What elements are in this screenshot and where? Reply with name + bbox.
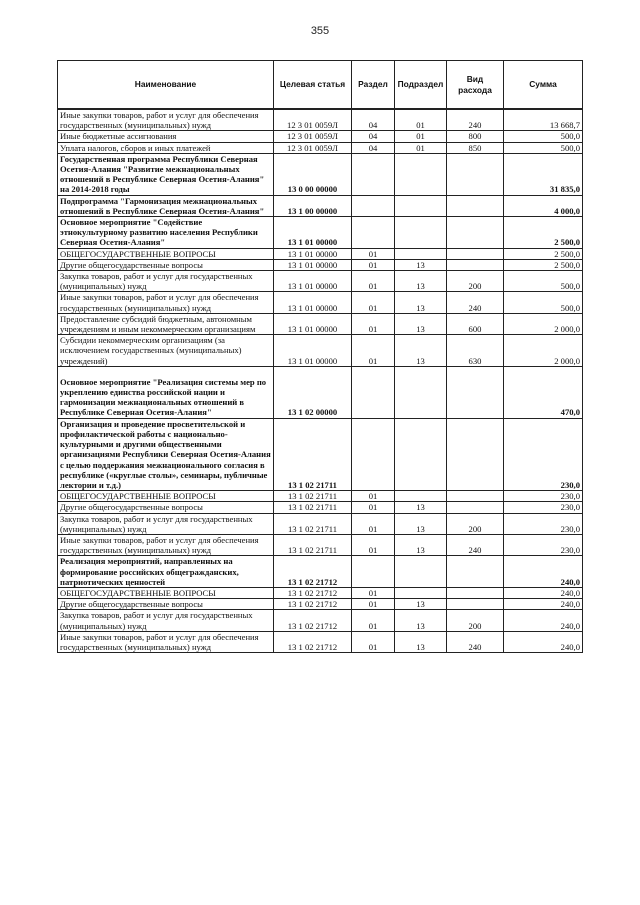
cell-section	[352, 556, 395, 588]
cell-amount: 230,0	[504, 513, 583, 534]
cell-name: Основное мероприятие "Содействие этнокультурному развитию населения Республики Северная Осетия-Алания"	[58, 217, 274, 249]
cell-section: 01	[352, 335, 395, 367]
table-row	[58, 502, 583, 513]
cell-section: 01	[352, 610, 395, 631]
cell-name: Предоставление субсидий бюджетным, автономным учреждениям и иным некоммерческим организациям	[58, 313, 274, 334]
cell-expense-type	[447, 153, 504, 195]
table-row	[58, 587, 583, 598]
cell-section: 04	[352, 142, 395, 153]
cell-name: Закупка товаров, работ и услуг для государственных (муниципальных) нужд	[58, 513, 274, 534]
cell-name: Другие общегосударственные вопросы	[58, 259, 274, 270]
cell-subsection: 13	[395, 534, 447, 555]
cell-name: Иные бюджетные ассигнования	[58, 131, 274, 142]
cell-section: 04	[352, 131, 395, 142]
cell-subsection: 13	[395, 599, 447, 610]
cell-subsection: 13	[395, 335, 447, 367]
cell-subsection: 13	[395, 259, 447, 270]
cell-section: 01	[352, 491, 395, 502]
table-row	[58, 292, 583, 313]
cell-amount: 2 500,0	[504, 217, 583, 249]
table-row	[58, 335, 583, 367]
cell-expense-type: 800	[447, 131, 504, 142]
cell-amount: 2 500,0	[504, 248, 583, 259]
cell-amount: 470,0	[504, 366, 583, 418]
cell-subsection	[395, 587, 447, 598]
header-subsection: Подраздел	[395, 61, 447, 110]
cell-expense-type: 200	[447, 610, 504, 631]
cell-expense-type: 240	[447, 534, 504, 555]
cell-section: 01	[352, 502, 395, 513]
cell-section: 01	[352, 513, 395, 534]
header-amount: Сумма	[504, 61, 583, 110]
cell-subsection	[395, 491, 447, 502]
table-row	[58, 366, 583, 418]
table-row	[58, 491, 583, 502]
cell-article: 13 1 02 21711	[274, 418, 352, 490]
cell-expense-type	[447, 418, 504, 490]
cell-article: 13 1 02 21712	[274, 556, 352, 588]
cell-expense-type: 240	[447, 631, 504, 652]
cell-amount: 2 500,0	[504, 259, 583, 270]
cell-name: Государственная программа Республики Северная Осетия-Алания "Развитие межнациональных отношений в Республике Северная Осетия-Алания" на 2014-2018 годы	[58, 153, 274, 195]
cell-amount: 240,0	[504, 599, 583, 610]
table-row	[58, 599, 583, 610]
cell-article: 13 1 01 00000	[274, 259, 352, 270]
cell-name: Основное мероприятие "Реализация системы мер по укреплению единства российской нации и гармонизации межнациональных отношений в Республике Северная Осетия-Алания"	[58, 366, 274, 418]
cell-subsection: 13	[395, 292, 447, 313]
table-row	[58, 131, 583, 142]
table-row	[58, 610, 583, 631]
cell-amount: 230,0	[504, 534, 583, 555]
cell-amount: 240,0	[504, 587, 583, 598]
cell-expense-type	[447, 491, 504, 502]
cell-amount: 240,0	[504, 556, 583, 588]
cell-article: 13 1 00 00000	[274, 195, 352, 216]
cell-article: 13 1 02 21712	[274, 631, 352, 652]
cell-subsection: 13	[395, 513, 447, 534]
table-row	[58, 217, 583, 249]
table-row	[58, 631, 583, 652]
cell-section	[352, 418, 395, 490]
header-name: Наименование	[58, 61, 274, 110]
cell-amount: 500,0	[504, 271, 583, 292]
header-article: Целевая статья	[274, 61, 352, 110]
cell-amount: 240,0	[504, 631, 583, 652]
table-row	[58, 248, 583, 259]
cell-article: 13 1 01 00000	[274, 217, 352, 249]
cell-article: 13 0 00 00000	[274, 153, 352, 195]
cell-expense-type	[447, 259, 504, 270]
cell-expense-type	[447, 587, 504, 598]
cell-name: Закупка товаров, работ и услуг для государственных (муниципальных) нужд	[58, 610, 274, 631]
cell-subsection	[395, 248, 447, 259]
cell-subsection: 13	[395, 313, 447, 334]
cell-subsection: 01	[395, 131, 447, 142]
cell-section: 01	[352, 313, 395, 334]
cell-subsection: 13	[395, 502, 447, 513]
cell-subsection	[395, 153, 447, 195]
cell-amount: 2 000,0	[504, 335, 583, 367]
cell-expense-type: 200	[447, 271, 504, 292]
cell-article: 13 1 02 21712	[274, 599, 352, 610]
cell-amount: 230,0	[504, 491, 583, 502]
cell-amount: 500,0	[504, 142, 583, 153]
cell-article: 13 1 01 00000	[274, 335, 352, 367]
cell-expense-type	[447, 556, 504, 588]
table-row	[58, 513, 583, 534]
cell-name: ОБЩЕГОСУДАРСТВЕННЫЕ ВОПРОСЫ	[58, 491, 274, 502]
cell-amount: 2 000,0	[504, 313, 583, 334]
cell-subsection: 13	[395, 610, 447, 631]
cell-section: 01	[352, 248, 395, 259]
cell-name: ОБЩЕГОСУДАРСТВЕННЫЕ ВОПРОСЫ	[58, 587, 274, 598]
cell-name: Подпрограмма "Гармонизация межнациональных отношений в Республике Северная Осетия-Алания"	[58, 195, 274, 216]
cell-article: 13 1 01 00000	[274, 271, 352, 292]
cell-name: Иные закупки товаров, работ и услуг для обеспечения государственных (муниципальных) нужд	[58, 631, 274, 652]
cell-expense-type	[447, 195, 504, 216]
cell-subsection: 01	[395, 109, 447, 131]
cell-article: 13 1 02 21712	[274, 610, 352, 631]
cell-name: Субсидии некоммерческим организациям (за исключением государственных (муниципальных) учреждений)	[58, 335, 274, 367]
cell-subsection	[395, 217, 447, 249]
cell-expense-type	[447, 217, 504, 249]
table-row	[58, 195, 583, 216]
cell-name: Иные закупки товаров, работ и услуг для обеспечения государственных (муниципальных) нужд	[58, 292, 274, 313]
cell-article: 12 3 01 0059Л	[274, 109, 352, 131]
cell-article: 13 1 02 21711	[274, 513, 352, 534]
cell-article: 13 1 02 21712	[274, 587, 352, 598]
cell-name: Закупка товаров, работ и услуг для государственных (муниципальных) нужд	[58, 271, 274, 292]
cell-section: 01	[352, 292, 395, 313]
header-section: Раздел	[352, 61, 395, 110]
cell-section	[352, 195, 395, 216]
cell-article: 13 1 01 00000	[274, 292, 352, 313]
table-row	[58, 418, 583, 490]
cell-amount: 500,0	[504, 292, 583, 313]
table-row	[58, 534, 583, 555]
cell-article: 13 1 02 21711	[274, 534, 352, 555]
cell-expense-type	[447, 248, 504, 259]
cell-article: 12 3 01 0059Л	[274, 142, 352, 153]
cell-name: Другие общегосударственные вопросы	[58, 502, 274, 513]
table-row	[58, 109, 583, 131]
cell-expense-type	[447, 502, 504, 513]
cell-article: 12 3 01 0059Л	[274, 131, 352, 142]
cell-section: 01	[352, 599, 395, 610]
page-number: 355	[310, 25, 330, 37]
cell-article: 13 1 01 00000	[274, 248, 352, 259]
cell-expense-type: 600	[447, 313, 504, 334]
cell-section: 01	[352, 534, 395, 555]
cell-amount: 240,0	[504, 610, 583, 631]
cell-section: 04	[352, 109, 395, 131]
table-row	[58, 153, 583, 195]
cell-subsection	[395, 366, 447, 418]
cell-name: Реализация мероприятий, направленных на формирование российских общегражданских, патриотических ценностей	[58, 556, 274, 588]
budget-table	[57, 60, 583, 653]
cell-article: 13 1 02 21711	[274, 502, 352, 513]
cell-subsection	[395, 418, 447, 490]
cell-expense-type: 850	[447, 142, 504, 153]
table-header-row	[58, 61, 583, 110]
cell-expense-type: 240	[447, 292, 504, 313]
table-row	[58, 259, 583, 270]
cell-section: 01	[352, 271, 395, 292]
cell-section	[352, 366, 395, 418]
cell-article: 13 1 02 00000	[274, 366, 352, 418]
cell-name: ОБЩЕГОСУДАРСТВЕННЫЕ ВОПРОСЫ	[58, 248, 274, 259]
cell-section	[352, 153, 395, 195]
cell-subsection: 01	[395, 142, 447, 153]
cell-expense-type: 240	[447, 109, 504, 131]
cell-subsection	[395, 195, 447, 216]
table-row	[58, 313, 583, 334]
cell-amount: 230,0	[504, 418, 583, 490]
cell-name: Иные закупки товаров, работ и услуг для обеспечения государственных (муниципальных) нужд	[58, 109, 274, 131]
cell-amount: 230,0	[504, 502, 583, 513]
cell-expense-type: 200	[447, 513, 504, 534]
cell-section: 01	[352, 259, 395, 270]
cell-name: Организация и проведение просветительской и профилактической работы с национально-культурными и другими общественными организациями Республики Северная Осетия-Алания с целью поддержания межнационального согласия в республике («круглые столы», семинары, публичные лектории и т.д.)	[58, 418, 274, 490]
cell-expense-type: 630	[447, 335, 504, 367]
cell-section	[352, 217, 395, 249]
cell-subsection	[395, 556, 447, 588]
cell-subsection: 13	[395, 631, 447, 652]
cell-name: Уплата налогов, сборов и иных платежей	[58, 142, 274, 153]
cell-subsection: 13	[395, 271, 447, 292]
cell-article: 13 1 02 21711	[274, 491, 352, 502]
cell-amount: 13 668,7	[504, 109, 583, 131]
cell-amount: 500,0	[504, 131, 583, 142]
table-row	[58, 556, 583, 588]
cell-amount: 4 000,0	[504, 195, 583, 216]
table-row	[58, 142, 583, 153]
cell-name: Иные закупки товаров, работ и услуг для обеспечения государственных (муниципальных) нужд	[58, 534, 274, 555]
table-body	[58, 109, 583, 653]
cell-section: 01	[352, 631, 395, 652]
cell-amount: 31 835,0	[504, 153, 583, 195]
header-expense-type: Вид расхода	[447, 61, 504, 110]
cell-expense-type	[447, 366, 504, 418]
cell-expense-type	[447, 599, 504, 610]
cell-article: 13 1 01 00000	[274, 313, 352, 334]
cell-name: Другие общегосударственные вопросы	[58, 599, 274, 610]
table-row	[58, 271, 583, 292]
cell-section: 01	[352, 587, 395, 598]
